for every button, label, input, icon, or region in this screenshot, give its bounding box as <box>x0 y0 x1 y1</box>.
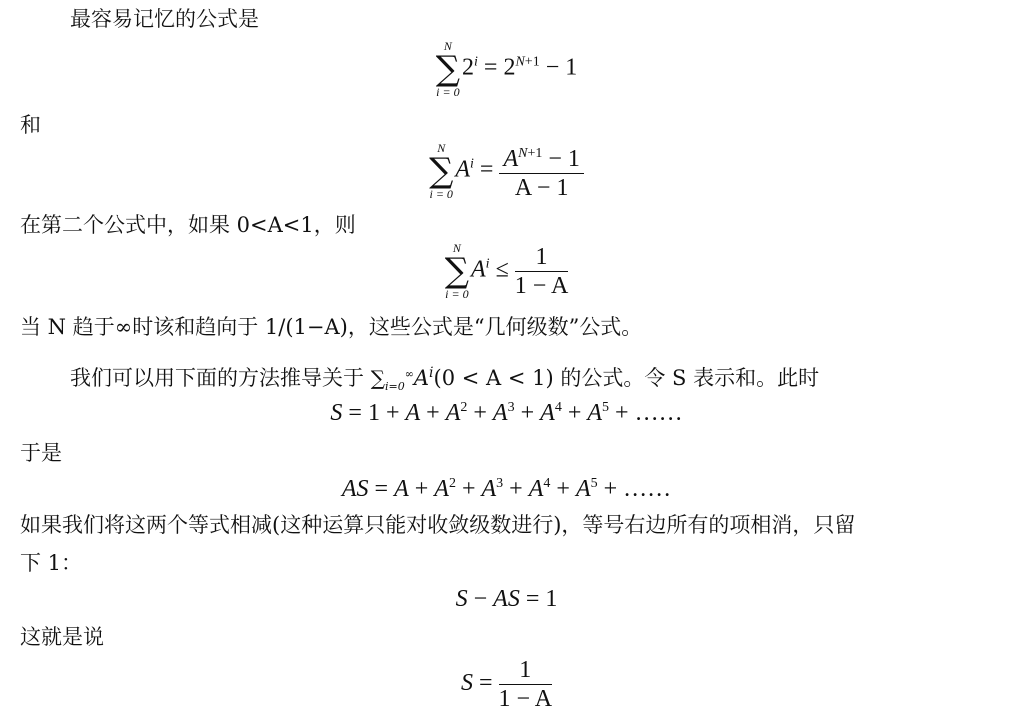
fraction: $\frac{1}{1 - A}$ <box>498 657 553 712</box>
text-intro: 最容易记忆的公式是 <box>70 7 259 31</box>
text-then: 于是 <box>20 441 62 465</box>
text-that-is: 这就是说 <box>20 625 104 649</box>
equation-sum-powers-of-two: N ∑ i = 0 $2^i = 2^{N+1} - 1$ <box>435 39 578 99</box>
equation-s-expansion: $S = 1 + A + A^2 + A^3 + A^4 + A^5$ + …… <box>330 400 683 426</box>
text-condition: 在第二个公式中，如果 0<A<1，则 <box>20 213 356 237</box>
text-and: 和 <box>20 113 41 137</box>
text-limit: 当 N 趋于∞时该和趋向于 1/(1−A)，这些公式是“几何级数”公式。 <box>20 315 643 339</box>
equation-bound: N ∑ i = 0 $A^i$ ≤ $\frac{1}{1 - A}$ <box>444 241 569 301</box>
summation-symbol: N ∑ i = 0 <box>435 39 461 99</box>
equation-difference: S − AS = 1 <box>455 586 558 612</box>
fraction: $\frac{A^{N+1} - 1}{A - 1}$ <box>499 140 583 202</box>
fraction: $\frac{1}{1 - A}$ <box>514 243 569 299</box>
equation-geometric-sum: N ∑ i = 0 $A^i$ = $\frac{A^{N+1} - 1}{A - 1}$ <box>0 140 1013 202</box>
text-leaves-one: 下 1： <box>20 551 83 575</box>
text-derivation: 我们可以用下面的方法推导关于 $\sum_{i=0}^\infty A^i(0 < A < 1)$ 的公式。令 S 表示和。此时 <box>70 365 820 393</box>
text-subtract: 如果我们将这两个等式相减(这种运算只能对收敛级数进行)，等号右边所有的项相消，只留 <box>20 513 856 537</box>
summation-symbol: N ∑ i = 0 <box>444 241 469 301</box>
equation-result: S = $\frac{1}{1 - A}$ <box>460 657 553 712</box>
equation-as-expansion: AS = $A + A^2 + A^3 + A^4 + A^5$ + …… <box>341 476 672 502</box>
summation-symbol: N ∑ i = 0 <box>429 141 454 201</box>
